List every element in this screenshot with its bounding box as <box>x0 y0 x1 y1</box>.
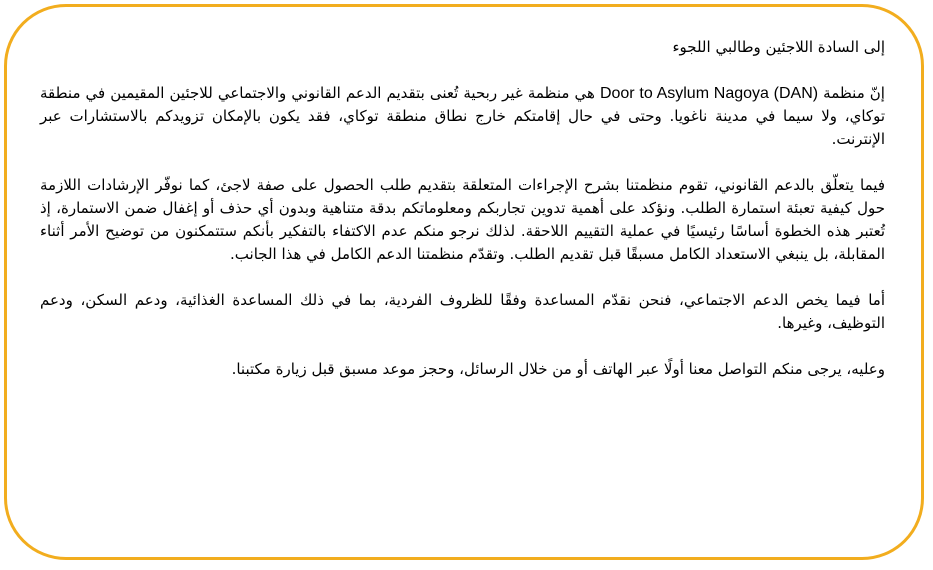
salutation: إلى السادة اللاجئين وطالبي اللجوء <box>672 38 885 56</box>
intro-text-start: إنّ منظمة <box>818 84 885 102</box>
social-support-paragraph: أما فيما يخص الدعم الاجتماعي، فنحن نقدّم المساعدة وفقًا للظروف الفردية، بما في ذلك المساعدة الغذائية، ودعم السكن، ودعم التوظيف، وغيرها. <box>40 291 885 332</box>
intro-paragraph <box>40 82 885 151</box>
intro-text-rest: هي منظمة غير ربحية تُعنى بتقديم الدعم القانوني والاجتماعي للاجئين المقيمين في منطقة توكاي، ولا سيما في مدينة ناغويا. وحتى في حال إقامتكم خارج نطاق منطقة توكاي، فقد يكون بالإمكان تزويدكم بالاستشارات عبر الإنترنت. <box>40 84 885 148</box>
organization-name: Door to Asylum Nagoya (DAN) <box>599 85 819 102</box>
legal-support-paragraph: فيما يتعلّق بالدعم القانوني، تقوم منظمتنا بشرح الإجراءات المتعلقة بتقديم طلب الحصول على صفة لاجئ، كما نوفّر الإرشادات اللازمة حول كيفية تعبئة استمارة الطلب. ونؤكد على أهمية تدوين تجاربكم ومعلوماتكم بدقة متناهية وبدون أي حذف أو إغفال ضمن الاستمارة، إذ تُعتبر هذه الخطوة أساسًا رئيسيًا في عملية التقييم اللاحقة. لذلك نرجو منكم عدم الاكتفاء بالتفكير بأنكم ستتمكنون من توضيح الأمر أثناء المقابلة، بل ينبغي الاستعداد الكامل مسبقًا قبل تقديم الطلب. وتقدّم منظمتنا الدعم الكامل في هذا الجانب. <box>40 176 885 263</box>
letter-body <box>40 36 885 381</box>
contact-paragraph: وعليه، يرجى منكم التواصل معنا أولًا عبر الهاتف أو من خلال الرسائل، وحجز موعد مسبق قبل زيارة مكتبنا. <box>231 360 885 378</box>
